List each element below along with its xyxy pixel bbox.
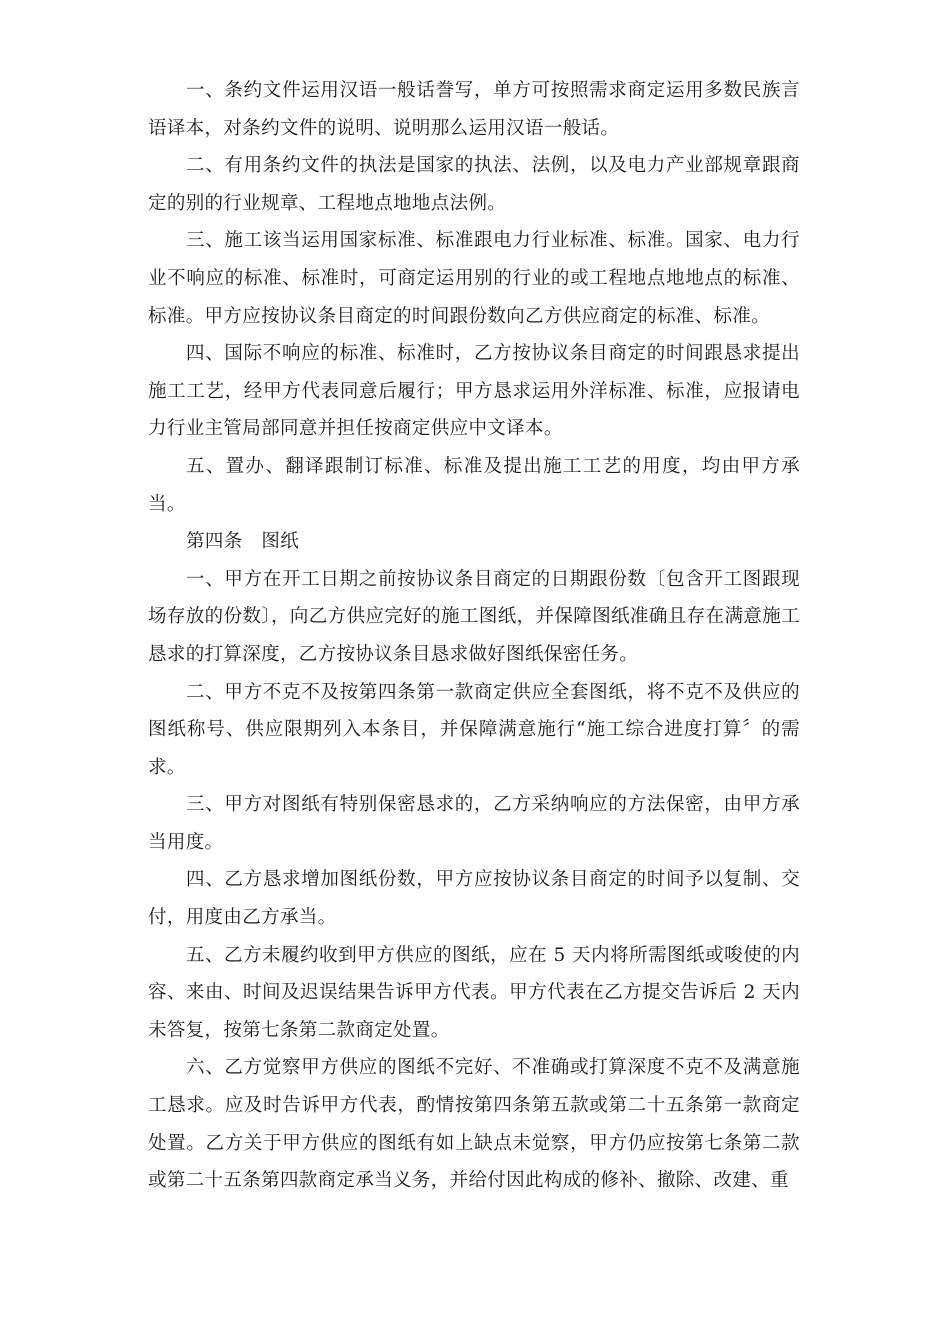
paragraph-clause-4-6: 六、乙方觉察甲方供应的图纸不完好、不准确或打算深度不克不及满意施工恳求。应及时告诉甲方代表，酌情按第四条第五款或第二十五条第一款商定处置。乙方关于甲方供应的图纸有如上缺点未觉察，甲方仍应按第七条第二款或第二十五条第四款商定承当义务，并给付因此构成的修补、撤除、改建、重 xyxy=(148,1057,800,1192)
paragraph-clause-4-3: 三、甲方对图纸有特别保密恳求的，乙方采纳响应的方法保密，由甲方承当用度。 xyxy=(148,794,800,853)
paragraph-clause-4-4: 四、乙方恳求增加图纸份数，甲方应按协议条目商定的时间予以复制、交付，用度由乙方承当。 xyxy=(148,869,800,929)
paragraph-clause-3-4: 四、国际不响应的标准、标准时，乙方按协议条目商定的时间跟恳求提出施工工艺，经甲方代表同意后履行；甲方恳求运用外洋标准、标准，应报请电力行业主管局部同意并担任按商定供应中文译本。 xyxy=(148,343,800,440)
paragraph-clause-4-1: 一、甲方在开工日期之前按协议条目商定的日期跟份数〔包含开工图跟现场存放的份数〕，向乙方供应完好的施工图纸，并保障图纸准确且存在满意施工恳求的打算深度，乙方按协议条目恳求做好图纸保密任务。 xyxy=(148,568,800,665)
section-heading-article-4: 第四条 图纸 xyxy=(186,531,300,553)
paragraph-clause-3-5: 五、置办、翻译跟制订标准、标准及提出施工工艺的用度，均由甲方承当。 xyxy=(148,455,800,515)
paragraph-clause-3-3: 三、施工该当运用国家标准、标准跟电力行业标准、标准。国家、电力行业不响应的标准、标准时，可商定运用别的行业的或工程地点地地点的标准、标准。甲方应按协议条目商定的时间跟份数向乙方供应商定的标准、标准。 xyxy=(148,230,800,327)
paragraph-clause-4-5: 五、乙方未履约收到甲方供应的图纸，应在 5 天内将所需图纸或唆使的内容、来由、时间及迟误结果告诉甲方代表。甲方代表在乙方提交告诉后 2 天内未答复，按第七条第二款商定处置。 xyxy=(148,944,800,1041)
paragraph-clause-3-2: 二、有用条约文件的执法是国家的执法、法例，以及电力产业部规章跟商定的别的行业规章、工程地点地地点法例。 xyxy=(148,155,800,214)
paragraph-clause-4-2: 二、甲方不克不及按第四条第一款商定供应全套图纸，将不克不及供应的图纸称号、供应限期列入本条目，并保障满意施行“施工综合进度打算〞的需求。 xyxy=(148,681,800,778)
document-page xyxy=(148,72,800,1200)
paragraph-clause-3-1: 一、条约文件运用汉语一般话誊写，单方可按照需求商定运用多数民族言语译本，对条约文件的说明、说明那么运用汉语一般话。 xyxy=(148,80,800,139)
